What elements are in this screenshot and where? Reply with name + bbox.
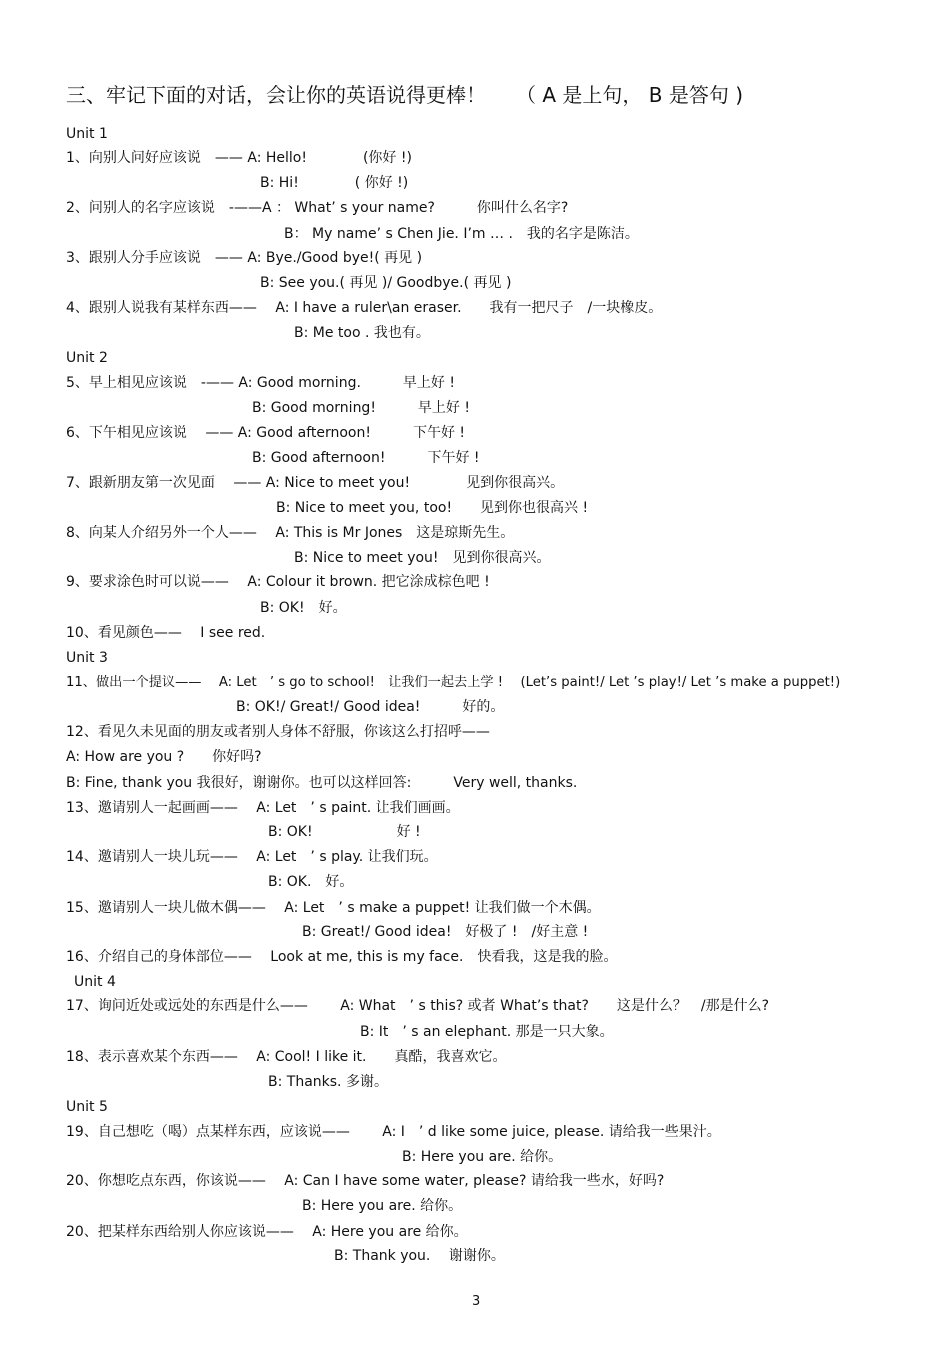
dialogue-line: 14、邀请别人一块儿玩—— A: Let ’ s play. 让我们玩。 [66,849,438,865]
dialogue-line: B: Nice to meet you, too! 见到你也很高兴 ! [276,500,589,516]
dialogue-line: 4、跟别人说我有某样东西—— A: I have a ruler\an eraser. 我有一把尺子 /一块橡皮。 [66,300,663,316]
dialogue-line: 7、跟新朋友第一次见面 —— A: Nice to meet you! 见到你很高兴。 [66,475,565,491]
dialogue-line: B: Here you are. 给你。 [402,1149,563,1165]
dialogue-line: B: OK! 好 ! [268,824,421,840]
unit-heading: Unit 4 [74,974,116,990]
dialogue-line: B: OK!/ Great!/ Good idea! 好的。 [236,699,505,715]
dialogue-line: 15、邀请别人一块儿做木偶—— A: Let ’ s make a puppet! 让我们做一个木偶。 [66,900,601,916]
dialogue-line: 20、把某样东西给别人你应该说—— A: Here you are 给你。 [66,1224,468,1240]
dialogue-line: B: Thanks. 多谢。 [268,1074,388,1090]
dialogue-line: 3、跟别人分手应该说 —— A: Bye./Good bye!( 再见 ) [66,250,423,266]
dialogue-line: B: Good morning! 早上好 ! [252,400,470,416]
dialogue-line: B: See you.( 再见 )/ Goodbye.( 再见 ) [260,275,512,291]
dialogue-line: 9、要求涂色时可以说—— A: Colour it brown. 把它涂成棕色吧 ! [66,574,490,590]
dialogue-line: B: Great!/ Good idea! 好极了 ! /好主意 ! [302,924,589,940]
dialogue-line: 8、向某人介绍另外一个人—— A: This is Mr Jones 这是琼斯先生。 [66,525,515,541]
dialogue-line: B: Good afternoon! 下午好 ! [252,450,480,466]
dialogue-line: 10、看见颜色—— I see red. [66,625,266,641]
unit-heading: Unit 2 [66,350,108,366]
dialogue-line: B: OK. 好。 [268,874,354,890]
dialogue-line: B: It ’ s an elephant. 那是一只大象。 [360,1024,614,1040]
dialogue-line: B: Here you are. 给你。 [302,1198,463,1214]
dialogue-line: 2、问别人的名字应该说 -——A ： What’ s your name? 你叫什么名字? [66,200,569,216]
dialogue-line: B: OK! 好。 [260,600,347,616]
dialogue-line: 12、看见久未见面的朋友或者别人身体不舒服，你该这么打招呼—— [66,724,490,740]
dialogue-line: B: Thank you. 谢谢你。 [334,1248,505,1264]
dialogue-line: B: Hi! ( 你好 !) [260,175,409,191]
dialogue-line: 6、下午相见应该说 —— A: Good afternoon! 下午好 ! [66,425,466,441]
dialogue-line: B: Me too . 我也有。 [294,325,430,341]
dialogue-line: 18、表示喜欢某个东西—— A: Cool! I like it. 真酷，我喜欢它。 [66,1049,507,1065]
dialogue-line: A: How are you ? 你好吗? [66,749,262,765]
dialogue-line: 17、询问近处或远处的东西是什么—— A: What ’ s this? 或者 What’s that? 这是什么？ /那是什么? [66,998,770,1014]
dialogue-line: 13、邀请别人一起画画—— A: Let ’ s paint. 让我们画画。 [66,800,460,816]
dialogue-line: B: Nice to meet you! 见到你很高兴。 [294,550,551,566]
dialogue-line: 19、自己想吃（喝）点某样东西，应该说—— A: I ’ d like some juice, please. 请给我一些果汁。 [66,1124,721,1140]
dialogue-line: 20、你想吃点东西，你该说—— A: Can I have some water, please? 请给我一些水，好吗? [66,1173,665,1189]
unit-heading: Unit 3 [66,650,108,666]
dialogue-line: 1、向别人问好应该说 —— A: Hello! (你好 !) [66,150,412,166]
dialogue-line: B： My name’ s Chen Jie. I’m … . 我的名字是陈洁。 [284,226,639,242]
dialogue-line: B: Fine, thank you 我很好，谢谢你。也可以这样回答: Very well, thanks. [66,775,578,791]
unit-heading: Unit 5 [66,1099,108,1115]
section-title: 三、牢记下面的对话，会让你的英语说得更棒！ （ A 是上句， B 是答句 ) [66,83,743,107]
dialogue-line: 5、早上相见应该说 -—— A: Good morning. 早上好 ! [66,375,455,391]
dialogue-line: 16、介绍自己的身体部位—— Look at me, this is my face. 快看我，这是我的脸。 [66,949,618,965]
unit-heading: Unit 1 [66,126,108,142]
page-number: 3 [472,1294,481,1309]
dialogue-line: 11、做出一个提议—— A: Let ’ s go to school! 让我们一起去上学 ! (Let’s paint!/ Let ’s play!/ Let ’s make a puppet!) [66,675,841,690]
